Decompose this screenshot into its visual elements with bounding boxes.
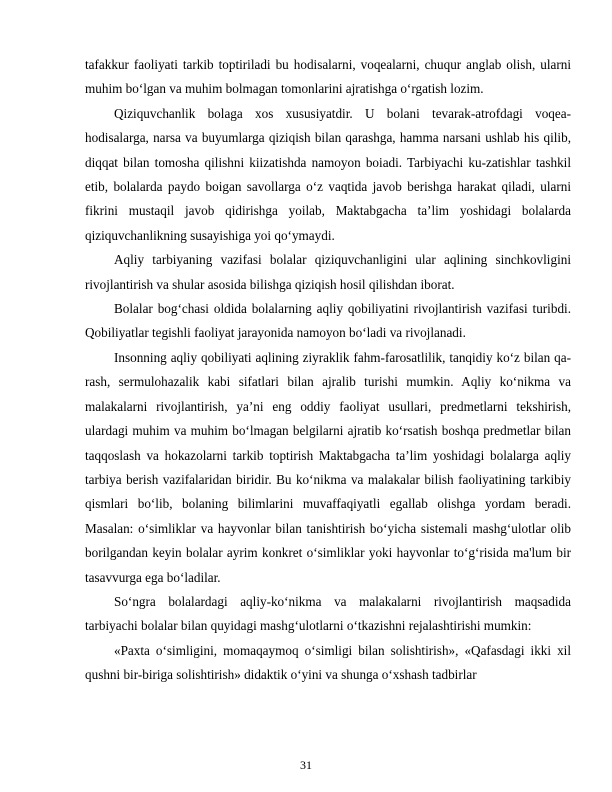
paragraph-mental-abilities: Insonning aqliy qobiliyati aqlining ziyraklik fahm-farosatlilik, tanqidiy ko‘z bilan qa- rash, sermulohazalik kabi sifatlari bilan ajralib turishi mumkin. Aqliy ko‘nikma va malakalarni rivojlantirish, ya’ni eng oddiy faoliyat usullari, predmetlarni tekshirish, ulardagi muhim va muhim bo‘lmagan belgilarni ajratib ko‘rsatish boshqa predmetlar bilan taqqoslash va hokazolarni tarkib toptirish Maktabgacha ta’lim yoshidagi bolalarga aqliy tarbiya berish vazifalaridan biridir. Bu ko‘nikma va malakalar bilish faoliyatining tarkibiy qismlari bo‘lib, bolaning bilimlarini muvaffaqiyatli egallab olishga yordam beradi. Masalan: o‘simliklar va hayvonlar bilan tanishtirish bo‘yicha sistemali mashg‘ulotlar olib borilgandan keyin bolalar ayrim konkret o‘simliklar yoki hayvonlar to‘g‘risida ma'lum bir tasavvurga ega bo‘ladilar. <box>85 349 571 585</box>
page-number: 31 <box>300 758 312 772</box>
paragraph-mental-education-task: Aqliy tarbiyaning vazifasi bolalar qiziquvchanligini ular aqlining sinchkovligini rivojlantirish va shular asosida bilishga qiziqish hosil qilishdan iborat. <box>85 252 571 292</box>
paragraph-kindergarten-abilities: Bolalar bog‘chasi oldida bolalarning aqliy qobiliyatini rivojlantirish vazifasi turibdi. Qobiliyatlar tegishli faoliyat jarayonida namoyon bo‘ladi va rivojlanadi. <box>85 301 571 341</box>
paragraph-curiosity: Qiziquvchanlik bolaga xos xususiyatdir. U bolani tevarak-atrofdagi voqea-hodisalarga, narsa va buyumlarga qiziqish bilan qarashga, hamma narsani ushlab his qilib, diqqat bilan tomosha qilishni kiizatishda namoyon boiadi. Tarbiyachi ku-zatishlar tashkil etib, bolalarda paydo boigan savollarga o‘z vaqtida javob berishga harakat qiladi, ularni fikrini mustaqil javob qidirishga yoilab, Maktabgacha ta’lim yoshidagi bolalarda qiziquvchanlikning susayishiga yoi qo‘ymaydi. <box>85 105 571 243</box>
paragraph-continuation: tafakkur faoliyati tarkib toptiriladi bu hodisalarni, voqealarni, chuqur anglab olish, ularni muhim bo‘lgan va muhim bolmagan tomonlarini ajratishga o‘rgatish lozim. <box>85 57 571 97</box>
body-text <box>85 53 571 688</box>
paragraph-examples: «Paxta o‘simligini, momaqaymoq o‘simligi bilan solishtirish», «Qafasdagi ikki xil qushni bir-biriga solishtirish» didaktik o‘yini va shunga o‘xshash tadbirlar <box>85 642 571 683</box>
paragraph-then-skills: So‘ngra bolalardagi aqliy-ko‘nikma va malakalarni rivojlantirish maqsadida tarbiyachi bolalar bilan quyidagi mashg‘ulotlarni o‘tkazishni rejalashtirishi mumkin: <box>85 593 571 634</box>
